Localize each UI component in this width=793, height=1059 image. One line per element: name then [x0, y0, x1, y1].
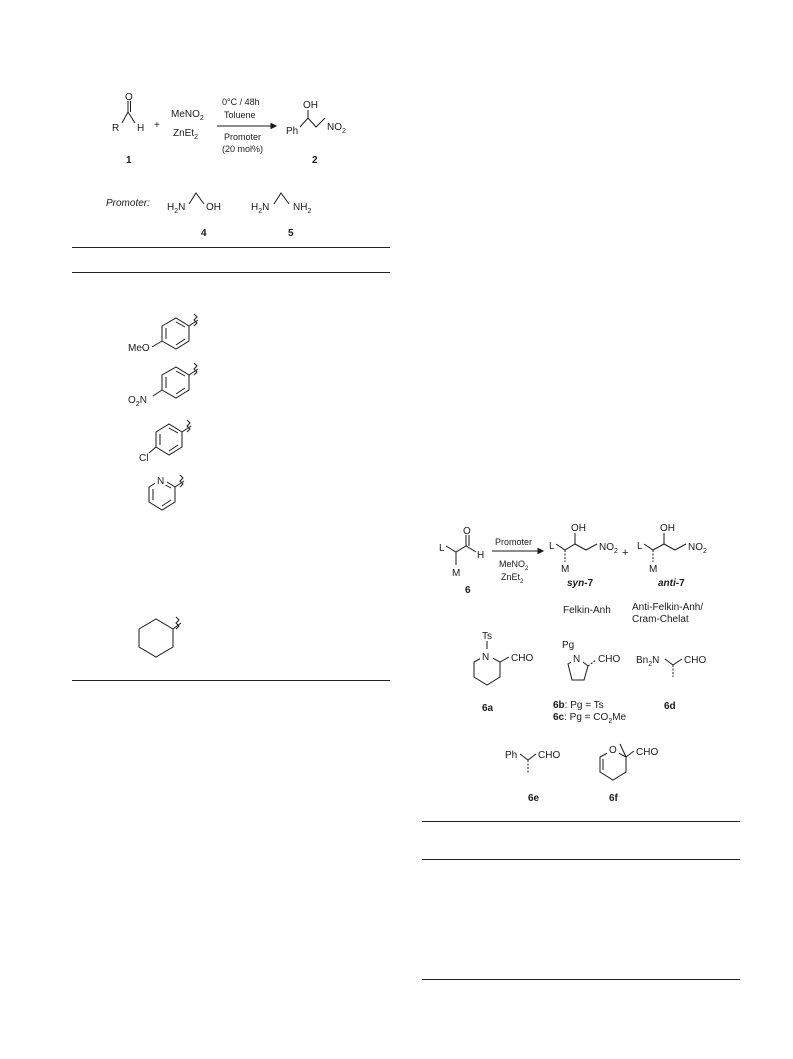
aldehyde-h: H	[137, 123, 145, 134]
cram-chelat-label: Cram-Chelat	[632, 614, 689, 625]
compound-label-6d: 6d	[664, 701, 676, 712]
compound-label-2: 2	[312, 155, 318, 166]
condition-promoter: Promoter	[224, 132, 262, 142]
table2-bottom-rule	[422, 979, 740, 980]
svg-text:ZnEt2: ZnEt$_2$	[501, 572, 524, 585]
svg-text:L: L	[637, 541, 643, 552]
reagent-znet: ZnEt$_2$	[173, 128, 199, 141]
svg-text:NO2: $NO_2$	[688, 542, 707, 555]
felkin-anh-label: Felkin-Anh	[563, 605, 611, 616]
svg-text:OH: OH	[660, 523, 675, 534]
substrate-6d-structure	[636, 655, 706, 712]
svg-text:CHO: CHO	[511, 653, 534, 664]
plus-sign: +	[154, 120, 160, 131]
svg-text:Pg: Pg	[562, 640, 575, 651]
svg-text:NO2: $NO_2$	[599, 542, 618, 555]
product-ph: Ph	[286, 126, 299, 137]
compound-label-6f: 6f	[609, 793, 618, 804]
svg-text:O: O	[463, 526, 471, 537]
svg-text:OH: OH	[206, 202, 221, 213]
substrate-6a-structure	[474, 631, 533, 714]
svg-text:H2N: $H_2N$	[251, 202, 270, 215]
svg-text:+: +	[622, 547, 629, 559]
anti-7-structure	[637, 523, 707, 589]
svg-text:MeO: MeO	[128, 343, 150, 354]
anti-felkin-label: Anti-Felkin-Anh/	[632, 602, 704, 613]
svg-text:CHO: CHO	[636, 747, 659, 758]
substrate-6-structure	[439, 526, 484, 596]
compound-label-4: 4	[201, 228, 207, 239]
svg-text:M: M	[649, 564, 658, 575]
anti-7-label: anti-7	[658, 578, 685, 589]
svg-text:MeNO2: MeNO$_2$	[499, 559, 529, 572]
svg-text:Bn2N: $Bn_2N$	[636, 655, 660, 668]
svg-text:H: H	[477, 550, 485, 561]
svg-text:L: L	[549, 541, 555, 552]
svg-text:OH: OH	[571, 523, 586, 534]
promoter-label: Promoter:	[106, 198, 150, 209]
product-no2: $NO_2$	[327, 122, 346, 135]
table2-top-rule	[422, 821, 740, 822]
product-oh: OH	[303, 100, 318, 111]
svg-text:6b: Pg = Ts: 6b: Pg = Ts	[553, 700, 604, 711]
table2-header-rule	[422, 859, 740, 860]
syn-7-label: syn-7	[567, 578, 594, 589]
svg-text:Ph: Ph	[505, 750, 518, 761]
svg-text:Cl: Cl	[139, 453, 149, 464]
svg-text:M: M	[561, 564, 570, 575]
substrate-6bc-structure	[553, 640, 627, 725]
compound-label-1: 1	[126, 155, 132, 166]
compound-label-5: 5	[288, 228, 294, 239]
syn-7-structure	[549, 523, 618, 589]
compound-label-6: 6	[465, 585, 471, 596]
substrate-6e-structure	[505, 750, 560, 804]
svg-text:N: N	[573, 654, 581, 665]
svg-text:M: M	[452, 568, 461, 579]
svg-text:O: O	[609, 745, 617, 756]
compound-label-6a: 6a	[482, 703, 494, 714]
svg-text:N: N	[157, 476, 165, 487]
svg-text:CHO: CHO	[538, 750, 561, 761]
svg-text:N: N	[482, 652, 490, 663]
svg-text:Ts: Ts	[482, 631, 492, 642]
substrate-6f-structure	[600, 743, 658, 804]
svg-text:CHO: CHO	[684, 655, 707, 666]
svg-text:NH2: $NH_2$	[293, 202, 312, 215]
svg-text:O2N: $O_2N$	[128, 395, 147, 408]
svg-text:CHO: CHO	[598, 654, 621, 665]
aldehyde-r: R	[112, 123, 120, 134]
reagent-menitro: MeNO$_2$	[171, 109, 204, 122]
svg-text:H2N: $H_2N$	[167, 202, 186, 215]
condition-solvent: Toluene	[224, 110, 256, 120]
aldehyde-o: O	[125, 92, 133, 103]
svg-text:L: L	[439, 543, 445, 554]
svg-text:6c: Pg = CO2Me: 6c: $Pg = CO_2Me$	[553, 712, 627, 725]
svg-text:Promoter: Promoter	[495, 537, 533, 547]
condition-temp: 0°C / 48h	[222, 97, 260, 107]
condition-loading: (20 mol%)	[222, 144, 264, 154]
compound-label-6e: 6e	[528, 793, 540, 804]
